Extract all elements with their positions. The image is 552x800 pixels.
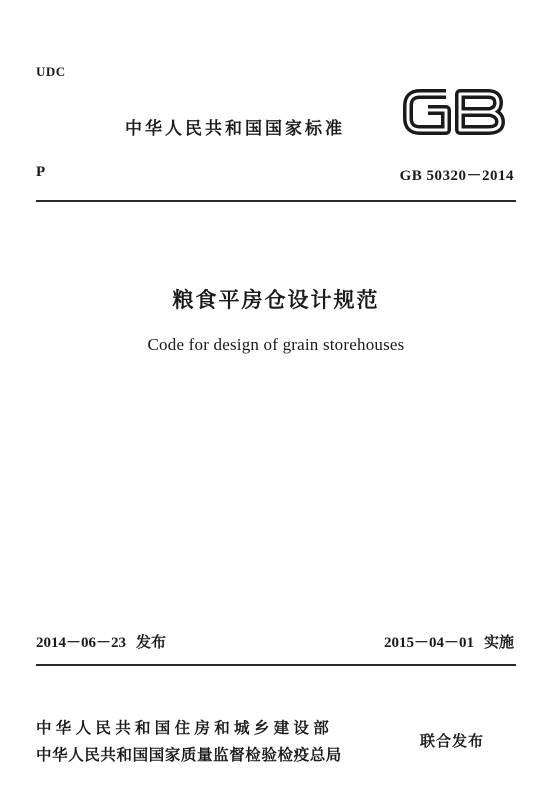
- standard-number: GB 50320－2014: [399, 168, 514, 184]
- national-standard-title: 中华人民共和国国家标准: [125, 119, 345, 139]
- document-title-english: Code for design of grain storehouses: [147, 335, 405, 354]
- joint-issue-label: 联合发布: [420, 732, 485, 750]
- effective-date-block: [384, 631, 514, 652]
- effective-label: 实施: [483, 633, 514, 651]
- issue-date-block: [36, 631, 166, 652]
- top-divider: [36, 200, 516, 202]
- udc-label: UDC: [36, 64, 66, 79]
- document-title-chinese: 粮食平房仓设计规范: [172, 287, 380, 312]
- effective-date: 2015－04－01: [383, 635, 474, 651]
- issuer-ministry-housing: 中华人民共和国住房和城乡建设部: [36, 719, 334, 737]
- issue-date: 2014－06－23: [36, 635, 127, 651]
- bottom-divider: [36, 664, 516, 666]
- issuer-quality-supervision: 中华人民共和国国家质量监督检验检疫总局: [36, 746, 342, 764]
- issue-label: 发布: [136, 633, 167, 651]
- classification-letter: P: [36, 164, 46, 180]
- gb-logo-icon: [402, 88, 506, 136]
